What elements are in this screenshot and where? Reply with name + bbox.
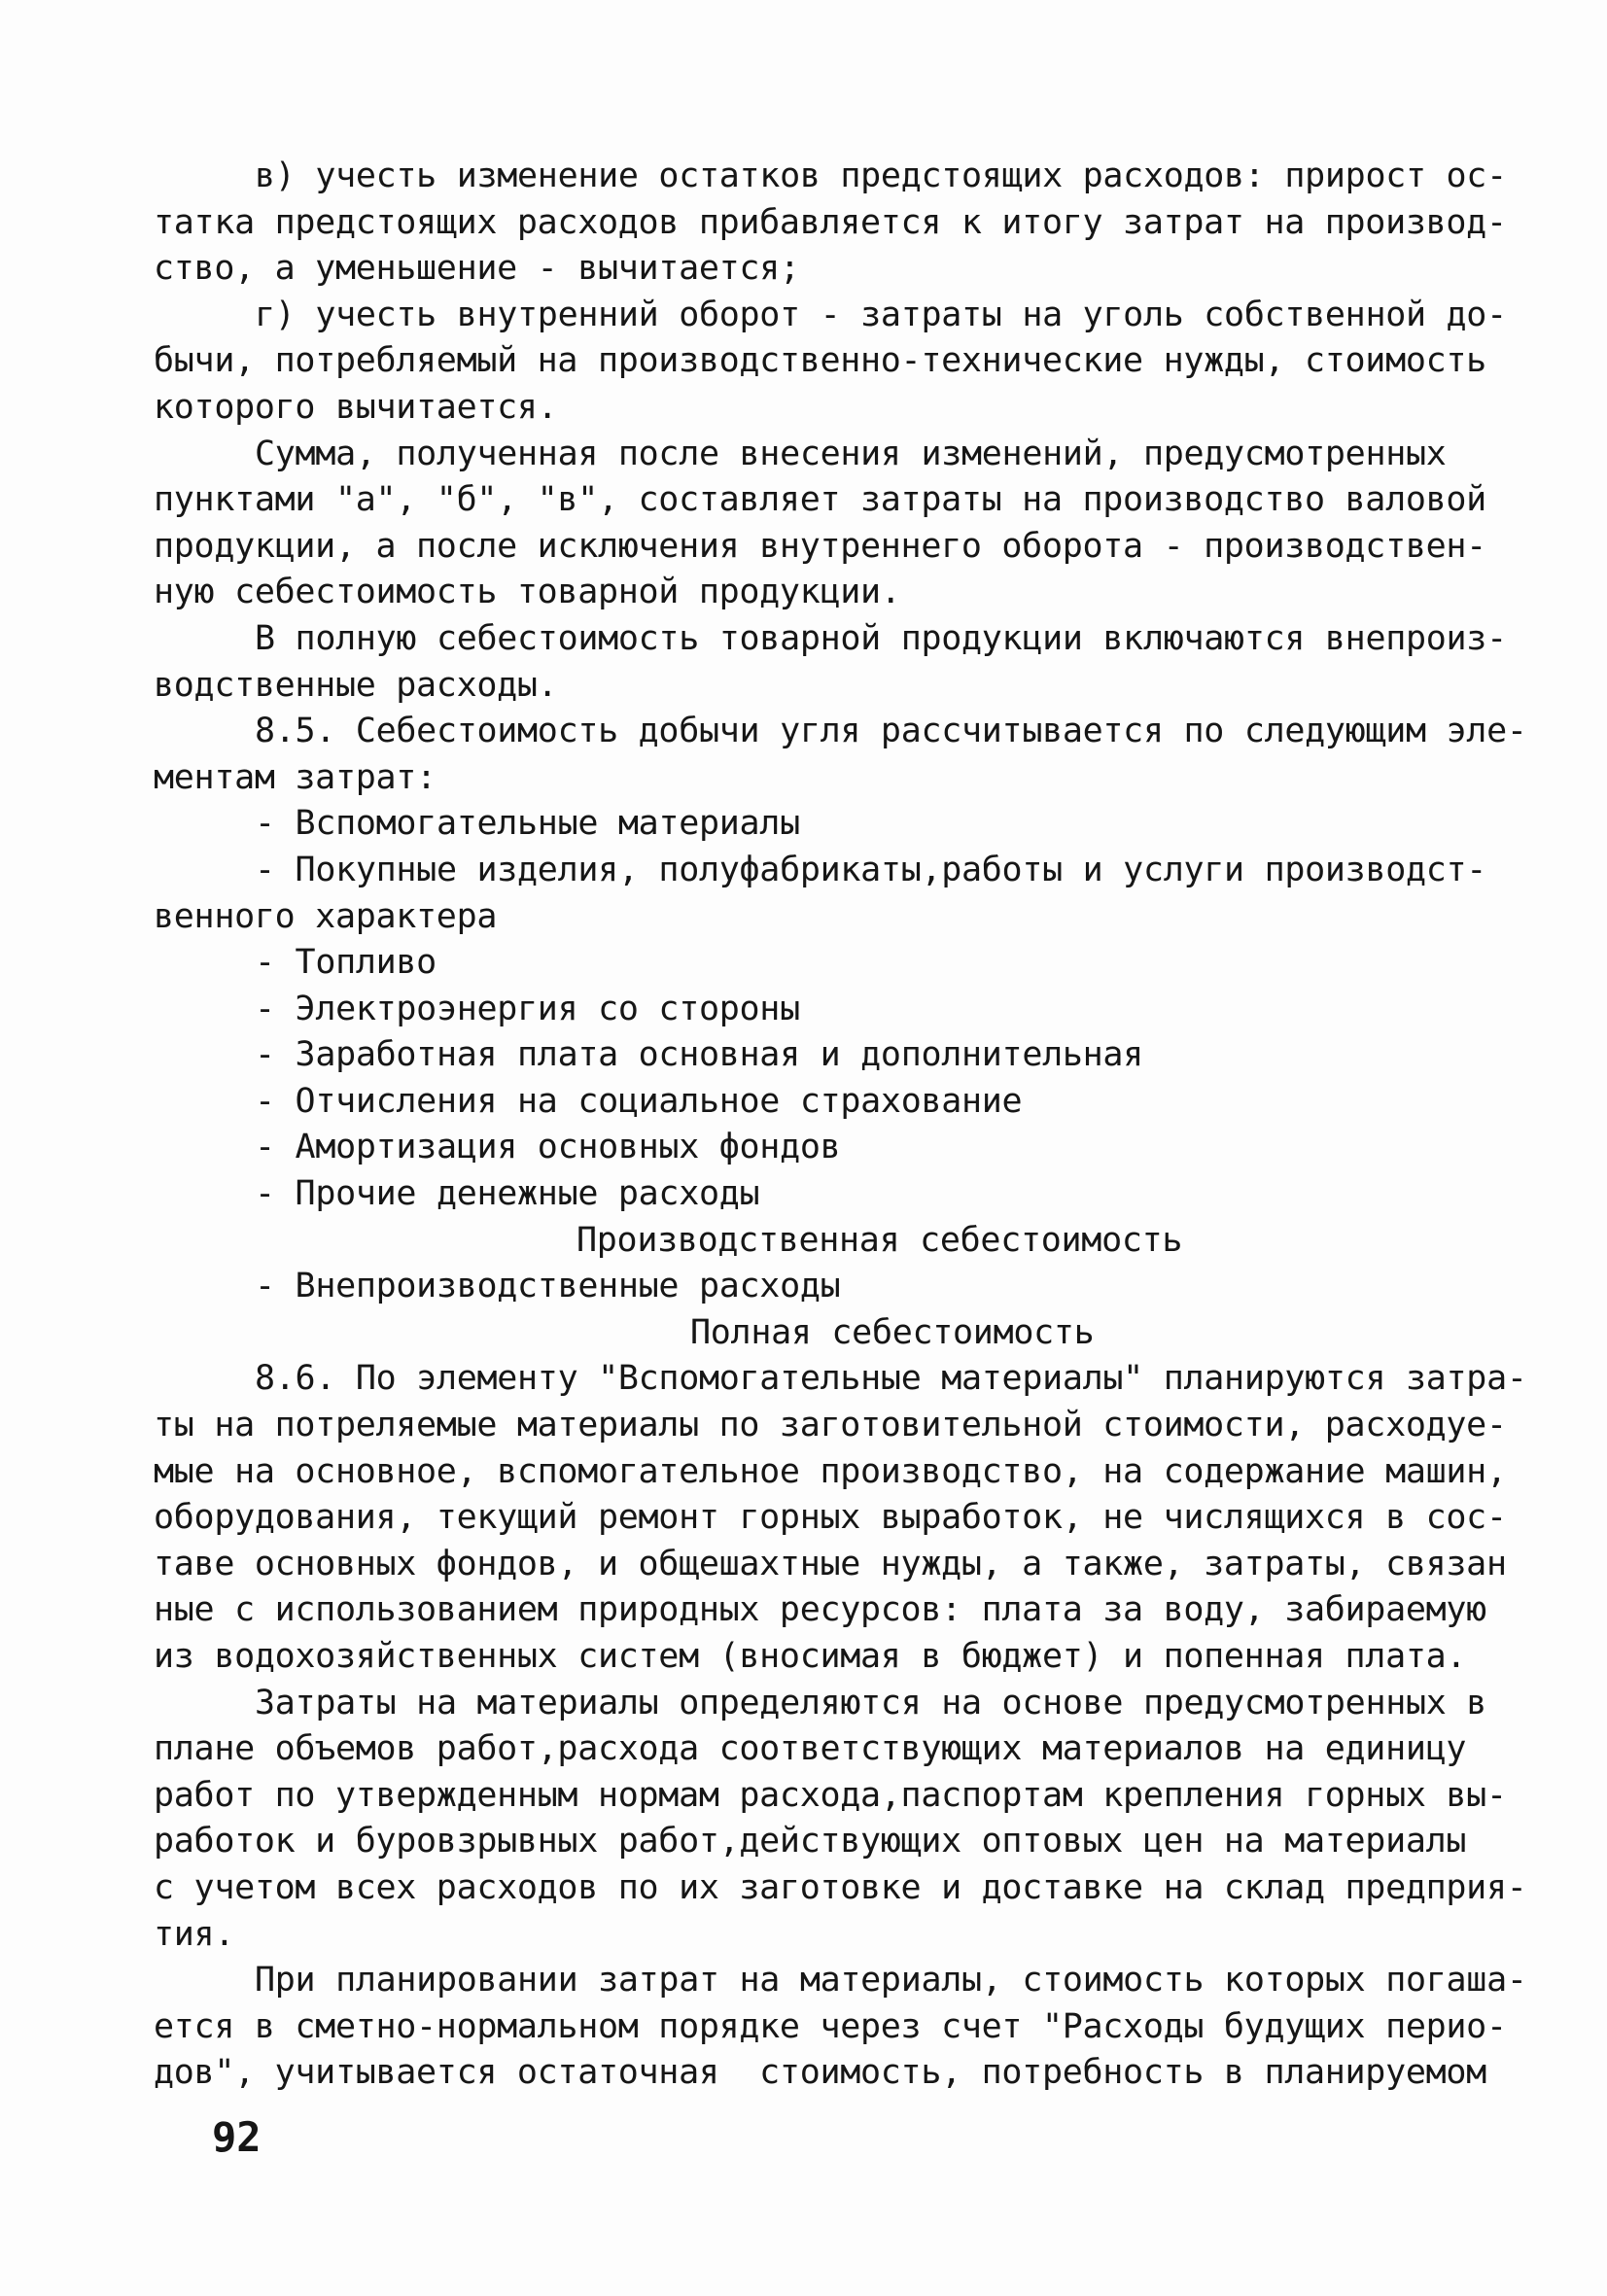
- list-item: - Электроэнергия со стороны: [255, 989, 800, 1028]
- text-line: Сумма, полученная после внесения изменений, предусмотренных: [255, 434, 1447, 473]
- list-item: - Вспомогательные материалы: [255, 804, 800, 844]
- subtotal-label: Производственная себестоимость: [576, 1220, 1183, 1260]
- text-line: 8.5. Себестоимость добычи угля рассчитывается по следующим эле-: [255, 712, 1527, 751]
- list-item: - Амортизация основных фондов: [255, 1128, 841, 1167]
- text-line: оборудования, текущий ремонт горных выработок, не числящихся в сос-: [154, 1498, 1507, 1538]
- text-line: из водохозяйственных систем (вносимая в бюджет) и попенная плата.: [154, 1637, 1467, 1676]
- text-line: ство, а уменьшение - вычитается;: [154, 249, 800, 289]
- list-item: - Отчисления на социальное страхование: [255, 1081, 1023, 1121]
- text-line: ментам затрат:: [154, 757, 437, 797]
- text-line: ную себестоимость товарной продукции.: [154, 573, 901, 612]
- text-line: В полную себестоимость товарной продукции включаются внепроиз-: [255, 618, 1507, 658]
- list-item: - Заработная плата основная и дополнительная: [255, 1035, 1143, 1075]
- text-line: бычи, потребляемый на производственно-технические нужды, стоимость: [154, 341, 1486, 381]
- list-item: - Покупные изделия, полуфабрикаты,работы и услуги производст-: [255, 850, 1487, 889]
- text-line: работ по утвержденным нормам расхода,паспортам крепления горных вы-: [154, 1775, 1507, 1815]
- text-line: дов", учитывается остаточная стоимость, потребность в планируемом: [154, 2053, 1486, 2093]
- text-line: татка предстоящих расходов прибавляется к итогу затрат на производ-: [154, 202, 1507, 242]
- list-item: - Внепроизводственные расходы: [255, 1267, 841, 1306]
- text-line: мые на основное, вспомогательное производство, на содержание машин,: [154, 1451, 1507, 1491]
- text-line: плане объемов работ,расхода соответствующих материалов на единицу: [154, 1729, 1467, 1769]
- text-line: которого вычитается.: [154, 387, 558, 427]
- text-line: тия.: [154, 1914, 235, 1954]
- text-line: водственные расходы.: [154, 665, 558, 705]
- body-text: [154, 154, 1527, 2097]
- text-line: продукции, а после исключения внутреннего оборота - производствен-: [154, 526, 1486, 566]
- text-line: с учетом всех расходов по их заготовке и доставке на склад предприя-: [154, 1867, 1527, 1907]
- text-line: ные с использованием природных ресурсов: плата за воду, забираемую: [154, 1590, 1486, 1630]
- text-line: пунктами "а", "б", "в", составляет затраты на производство валовой: [154, 480, 1486, 520]
- list-item: - Прочие денежные расходы: [255, 1174, 760, 1214]
- text-line: Затраты на материалы определяются на основе предусмотренных в: [255, 1683, 1487, 1722]
- text-line: ты на потреляемые материалы по заготовительной стоимости, расходуе-: [154, 1406, 1507, 1445]
- text-line: таве основных фондов, и общешахтные нужды, а также, затраты, связан: [154, 1544, 1507, 1583]
- text-line: г) учесть внутренний оборот - затраты на уголь собственной до-: [255, 295, 1507, 334]
- page-number: 92: [212, 2113, 262, 2161]
- total-label: Полная себестоимость: [690, 1312, 1095, 1352]
- text-line: При планировании затрат на материалы, стоимость которых погаша-: [255, 1961, 1527, 2000]
- list-item-continuation: венного характера: [154, 896, 498, 936]
- text-line: в) учесть изменение остатков предстоящих расходов: прирост ос-: [255, 157, 1507, 195]
- text-line: 8.6. По элементу "Вспомогательные материалы" планируются затра-: [255, 1359, 1527, 1399]
- text-line: ется в сметно-нормальном порядке через счет "Расходы будущих перио-: [154, 2006, 1507, 2046]
- list-item: - Топливо: [255, 943, 437, 983]
- text-line: работок и буровзрывных работ,действующих оптовых цен на материалы: [154, 1822, 1467, 1861]
